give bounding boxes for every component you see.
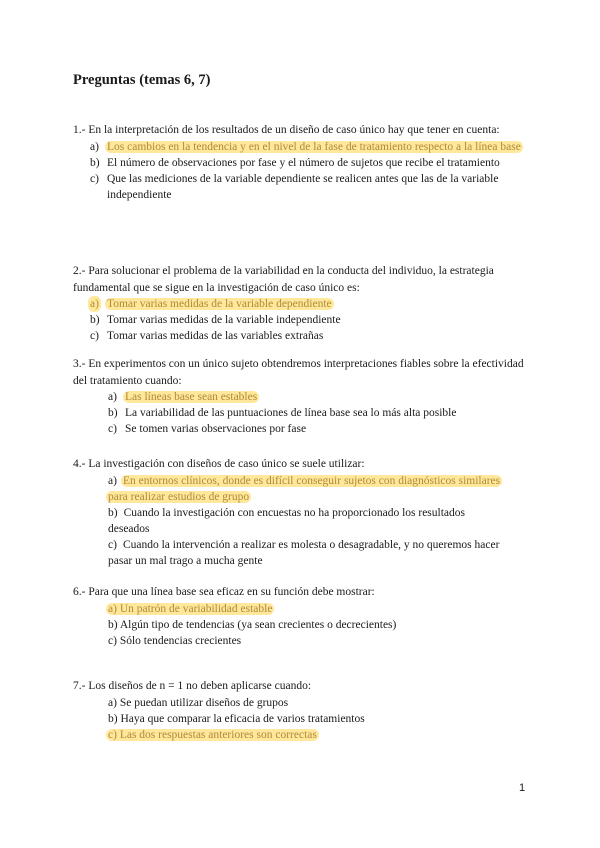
option-b[interactable]	[73, 155, 542, 171]
page-title: Preguntas (temas 6, 7)	[73, 72, 211, 88]
question-4	[73, 456, 533, 569]
option-b[interactable]	[73, 711, 533, 727]
option-label: c)	[90, 330, 99, 342]
option-text: Se tomen varias observaciones por fase	[125, 423, 307, 435]
option-text: Algún tipo de tendencias (ya sean crecientes o decrecientes)	[119, 618, 397, 631]
option-b[interactable]	[73, 505, 508, 537]
option-label: b)	[108, 407, 118, 419]
option-a[interactable]	[73, 473, 508, 505]
option-label: b)	[90, 314, 100, 326]
option-label: c)	[108, 634, 117, 647]
option-label: b)	[90, 156, 100, 169]
page-number: 1	[519, 782, 526, 794]
option-label: c)	[90, 172, 99, 185]
option-b[interactable]	[73, 617, 533, 633]
option-label: b)	[108, 506, 118, 519]
highlighted-answer: Un patrón de variabilidad estable	[119, 602, 273, 615]
option-label: a)	[108, 474, 117, 487]
highlighted-answer: Tomar varias medidas de la variable dependiente	[107, 298, 332, 310]
option-text: Tomar varias medidas de las variables extrañas	[107, 330, 324, 342]
highlighted-answer: Las dos respuestas anteriores son correctas	[119, 728, 317, 741]
option-text: Tomar varias medidas de la variable independiente	[107, 314, 341, 326]
option-c[interactable]	[73, 727, 533, 743]
option-label: c)	[108, 728, 117, 741]
option-label: b)	[108, 618, 118, 631]
option-text: Cuando la investigación con encuestas no ha proporcionado los resultados deseados	[108, 506, 465, 535]
question-1	[73, 122, 533, 203]
option-label: a)	[108, 391, 117, 403]
question-stem: 7.- Los diseños de n = 1 no deben aplicarse cuando:	[73, 680, 312, 692]
option-c[interactable]	[73, 633, 533, 649]
option-c[interactable]	[73, 421, 545, 437]
option-a[interactable]	[73, 296, 542, 312]
option-b[interactable]	[73, 405, 545, 421]
question-stem: 6.- Para que una línea base sea eficaz en su función debe mostrar:	[73, 586, 375, 598]
option-label: a)	[90, 298, 99, 310]
question-7	[73, 678, 533, 743]
option-label: a)	[108, 696, 117, 709]
question-stem: 1.- En la interpretación de los resultados de un diseño de caso único hay que tener en cuenta:	[73, 124, 500, 136]
question-stem: 3.- En experimentos con un único sujeto obtendremos interpretaciones fiables sobre la efectividad del tratamiento cuando:	[73, 358, 524, 387]
option-c[interactable]	[73, 537, 508, 569]
question-6	[73, 584, 533, 649]
question-stem: 2.- Para solucionar el problema de la variabilidad en la conducta del individuo, la estrategia fundamental que se sigue en la investigación de caso único es:	[73, 265, 494, 294]
option-a[interactable]	[73, 139, 542, 155]
option-a[interactable]	[73, 389, 545, 405]
highlighted-answer: Las líneas base sean estables	[125, 391, 258, 403]
option-label: b)	[108, 712, 118, 725]
option-a[interactable]	[73, 601, 533, 617]
option-text: El número de observaciones por fase y el número de sujetos que recibe el tratamiento	[107, 156, 500, 169]
option-label: c)	[108, 538, 117, 551]
option-text: Cuando la intervención a realizar es molesta o desagradable, y no queremos hacer pasar un mal trago a mucha gente	[108, 538, 500, 567]
option-c[interactable]	[73, 171, 542, 203]
option-text: Haya que comparar la eficacia de varios tratamientos	[120, 712, 365, 725]
option-text: La variabilidad de las puntuaciones de línea base sea lo más alta posible	[125, 407, 457, 419]
question-3	[73, 356, 533, 437]
option-c[interactable]	[73, 328, 542, 344]
option-b[interactable]	[73, 312, 542, 328]
highlighted-answer: Los cambios en la tendencia y en el nivel de la fase de tratamiento respecto a la línea base	[107, 140, 521, 153]
option-a[interactable]	[73, 695, 533, 711]
question-2	[73, 263, 533, 344]
option-label: a)	[90, 140, 99, 153]
option-text: Se puedan utilizar diseños de grupos	[119, 696, 289, 709]
option-label: c)	[108, 423, 117, 435]
question-stem: 4.- La investigación con diseños de caso único se suele utilizar:	[73, 458, 365, 470]
option-text: Sólo tendencias crecientes	[119, 634, 242, 647]
highlighted-answer: En entornos clínicos, donde es difícil conseguir sujetos con diagnósticos similares para realizar estudios de grupo	[108, 474, 501, 503]
option-label: a)	[108, 602, 117, 615]
option-text: Que las mediciones de la variable dependiente se realicen antes que las de la variable independiente	[107, 172, 499, 201]
